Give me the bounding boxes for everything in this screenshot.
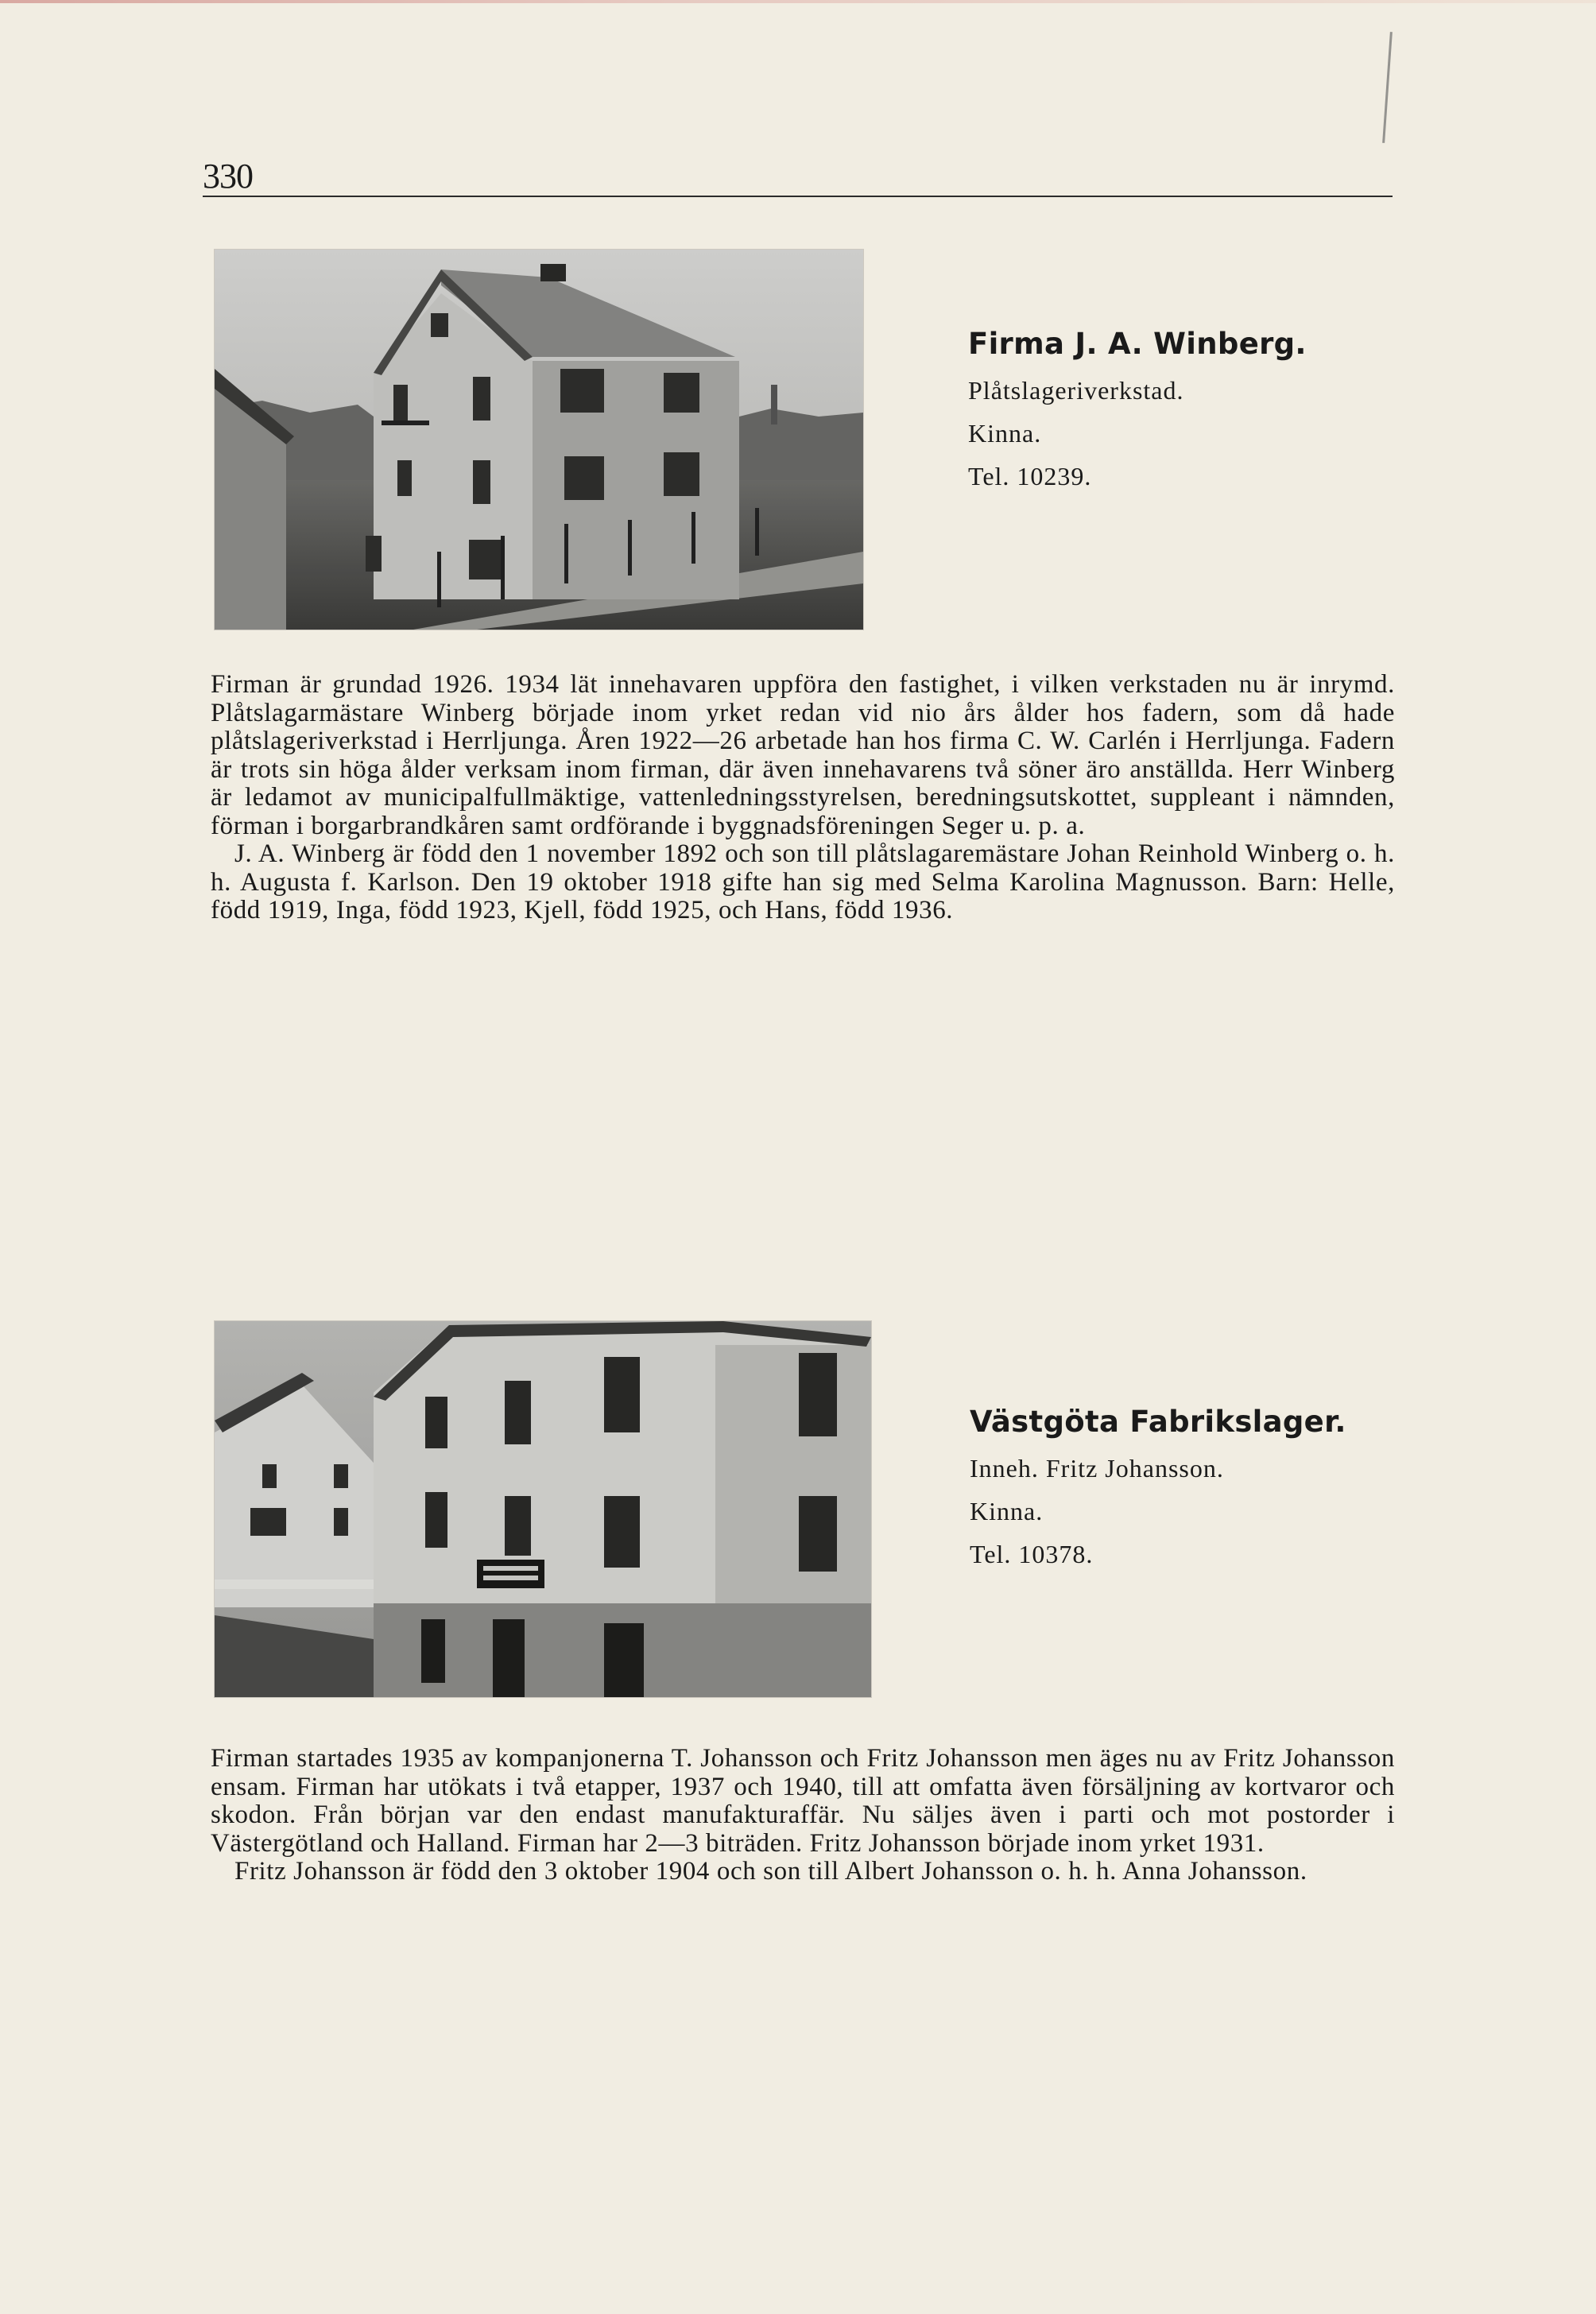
paragraph: Firman startades 1935 av kompanjonerna T. Johansson och Fritz Johansson men äges nu av Fritz Johansson ensam. Firman har utökats i två etapper, 1937 och 1940, till att omfatta även försäljning av kortvaror och skodon. Från början var den endast manufakturaffär. Nu säljes även i parti och mot postorder i Västergötland och Halland. Firman har 2—3 biträden. Fritz Johansson började inom yrket 1931. [211, 1744, 1395, 1858]
fabrikslager-company-info [970, 1401, 1346, 1576]
page-number: 330 [203, 157, 253, 196]
company-name: Västgöta Fabrikslager. [970, 1405, 1346, 1439]
page-edge [0, 0, 1596, 3]
header-rule [203, 196, 1393, 197]
page-crease-mark [1382, 32, 1393, 143]
winberg-house-photo [215, 250, 863, 630]
house-photo-drawing [215, 250, 863, 630]
winberg-company-info [968, 323, 1307, 498]
company-phone: Tel. 10239. [968, 462, 1092, 490]
fabrikslager-description [211, 1745, 1395, 1886]
winberg-description [211, 671, 1395, 925]
paragraph: Fritz Johansson är född den 3 oktober 1904 och son till Albert Johansson o. h. h. Anna Johansson. [234, 1857, 1307, 1886]
company-owner: Inneh. Fritz Johansson. [970, 1454, 1224, 1483]
company-town: Kinna. [970, 1497, 1044, 1525]
company-town: Kinna. [968, 419, 1042, 448]
paragraph: J. A. Winberg är född den 1 november 1892 och son till plåtslagaremästare Johan Reinhold Winberg o. h. h. Augusta f. Karlson. Den 19 oktober 1918 gifte han sig med Selma Karolina Magnusson. Barn: Helle, född 1919, Inga, född 1923, Kjell, född 1925, och Hans, född 1936. [211, 839, 1395, 924]
company-phone: Tel. 10378. [970, 1540, 1094, 1568]
company-name: Firma J. A. Winberg. [968, 327, 1307, 361]
company-trade: Plåtslageriverkstad. [968, 376, 1184, 405]
building-photo-drawing [215, 1321, 871, 1697]
fabrikslager-building-photo [215, 1321, 871, 1697]
paragraph: Firman är grundad 1926. 1934 lät innehavaren uppföra den fastighet, i vilken verkstaden nu är inrymd. Plåtslagarmästare Winberg började inom yrket redan vid nio års ålder hos fadern, som då hade plåtslageriverkstad i Herrljunga. Åren 1922—26 arbetade han hos firma C. W. Carlén i Herrljunga. Fadern är trots sin höga ålder verksam inom firman, där även innehavarens två söner äro anställda. Herr Winberg är ledamot av municipalfullmäktige, vattenledningsstyrelsen, beredningsutskottet, suppleant i nämnden, förman i borgarbrandkåren samt ordförande i byggnadsföreningen Seger u. p. a. [211, 670, 1395, 840]
